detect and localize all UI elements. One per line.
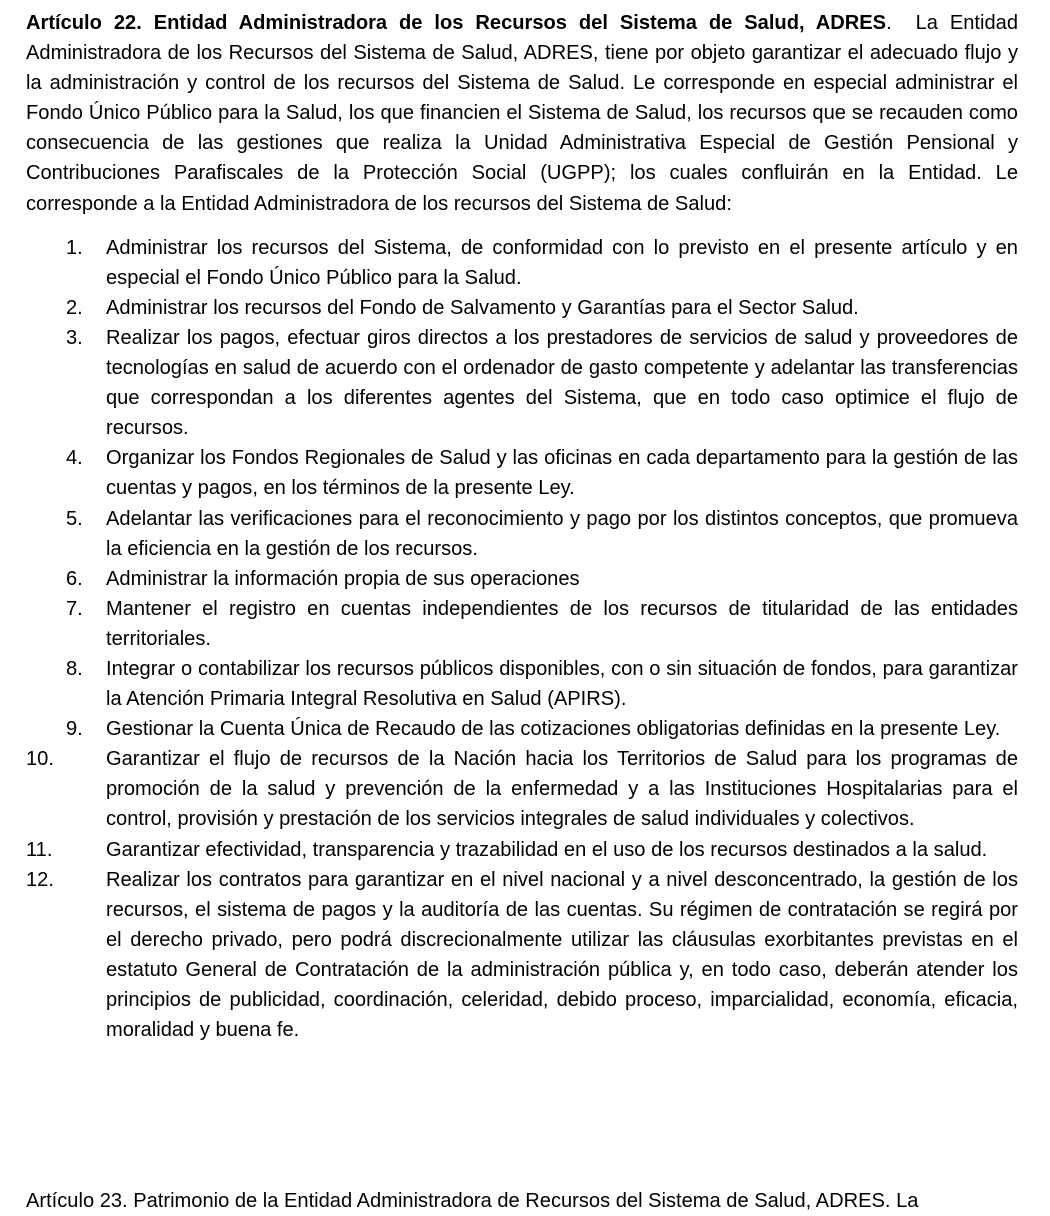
list-item-text: Integrar o contabilizar los recursos públicos disponibles, con o sin situación de fondos, para garantizar la Atención Primaria Integral Resolutiva en Salud (APIRS).: [106, 657, 1018, 711]
list-item-number: 7.: [66, 597, 83, 620]
list-item: [26, 594, 1018, 654]
list-item-number: 3.: [66, 326, 83, 349]
list-item: [26, 654, 1018, 714]
article-title: Artículo 22. Entidad Administradora de los Recursos del Sistema de Salud, ADRES: [26, 12, 887, 34]
list-item-number: 8.: [66, 657, 83, 680]
list-item: [26, 714, 1018, 744]
list-item-number: 10.: [26, 748, 54, 771]
list-item: [26, 233, 1018, 293]
next-article-line: Artículo 23. Patrimonio de la Entidad Administradora de Recursos del Sistema de Salud, ADRES. La: [26, 1190, 919, 1212]
list-item-number: 9.: [66, 718, 83, 741]
list-item: [26, 865, 1018, 1046]
list-item: [26, 293, 1018, 323]
list-item-number: 11.: [26, 838, 53, 861]
list-item-text: Realizar los contratos para garantizar en el nivel nacional y a nivel desconcentrado, la gestión de los recursos, el sistema de pagos y la auditoría de las cuentas. Su régimen de contratación se regirá por el derecho privado, pero podrá discrecionalmente utilizar las cláusulas exorbitantes previstas en el estatuto General de Contratación de la administración pública y, en todo caso, deberán atender los principios de publicidad, coordinación, celeridad, debido proceso, imparcialidad, economía, eficacia, moralidad y buena fe.: [106, 868, 1018, 1042]
list-item: [26, 504, 1018, 564]
list-item: [26, 323, 1018, 443]
functions-list: [26, 233, 1018, 1046]
list-item-text: Mantener el registro en cuentas independientes de los recursos de titularidad de las entidades territoriales.: [106, 597, 1018, 650]
list-item-text: Adelantar las verificaciones para el reconocimiento y pago por los distintos conceptos, que promueva la eficiencia en la gestión de los recursos.: [106, 507, 1018, 560]
list-item-number: 6.: [66, 567, 83, 590]
list-item: [26, 564, 1018, 594]
list-item-text: Garantizar el flujo de recursos de la Nación hacia los Territorios de Salud para los programas de promoción de la salud y prevención de la enfermedad y a las Instituciones Hospitalarias para el control, provisión y prestación de los servicios integrales de salud individuales y colectivos.: [106, 748, 1018, 831]
list-item-text: Realizar los pagos, efectuar giros directos a los prestadores de servicios de salud y proveedores de tecnologías en salud de acuerdo con el ordenador de gasto competente y adelantar las transferencias que correspondan a los diferentes agentes del Sistema, que en todo caso optimice el flujo de recursos.: [106, 326, 1018, 440]
list-item: [26, 835, 1018, 865]
list-item-text: Administrar la información propia de sus operaciones: [106, 567, 580, 590]
list-item-text: Gestionar la Cuenta Única de Recaudo de las cotizaciones obligatorias definidas en la presente Ley.: [106, 718, 1001, 741]
list-item-number: 4.: [66, 447, 83, 470]
article-paragraph: Artículo 22. Entidad Administradora de los Recursos del Sistema de Salud, ADRES. La Entidad Administradora de los Recursos del Sistema de Salud, ADRES, tiene por objeto garantizar el adecuado flujo y la administración y control de los recursos del Sistema de Salud. Le corresponde en especial administrar el Fondo Único Público para la Salud, los que financien el Sistema de Salud, los recursos que se recauden como consecuencia de las gestiones que realiza la Unidad Administrativa Especial de Gestión Pensional y Contribuciones Parafiscales de la Protección Social (UGPP); los cuales confluirán en la Entidad. Le corresponde a la Entidad Administradora de los recursos del Sistema de Salud:: [26, 12, 1019, 215]
document-page: [26, 8, 1018, 1045]
list-item: [26, 443, 1018, 503]
list-item-text: Administrar los recursos del Sistema, de conformidad con lo previsto en el presente artículo y en especial el Fondo Único Público para la Salud.: [106, 236, 1018, 289]
list-item-text: Administrar los recursos del Fondo de Salvamento y Garantías para el Sector Salud.: [106, 296, 859, 319]
article-intro: La Entidad Administradora de los Recursos del Sistema de Salud, ADRES, tiene por objeto garantizar el adecuado flujo y la administración y control de los recursos del Sistema de Salud. Le corresponde en especial administrar el Fondo Único Público para la Salud, los que financien el Sistema de Salud, los recursos que se recauden como consecuencia de las gestiones que realiza la Unidad Administrativa Especial de Gestión Pensional y Contribuciones Parafiscales de la Protección Social (UGPP); los cuales confluirán en la Entidad. Le corresponde a la Entidad Administradora de los recursos del Sistema de Salud:: [26, 12, 1019, 215]
list-item-text: Garantizar efectividad, transparencia y trazabilidad en el uso de los recursos destinados a la salud.: [106, 838, 988, 861]
list-item-text: Organizar los Fondos Regionales de Salud y las oficinas en cada departamento para la gestión de las cuentas y pagos, en los términos de la presente Ley.: [106, 447, 1018, 500]
list-item-number: 5.: [66, 507, 83, 530]
list-item-number: 12.: [26, 868, 54, 891]
list-item: [26, 744, 1018, 834]
list-item-number: 1.: [66, 236, 83, 259]
list-item-number: 2.: [66, 296, 83, 319]
